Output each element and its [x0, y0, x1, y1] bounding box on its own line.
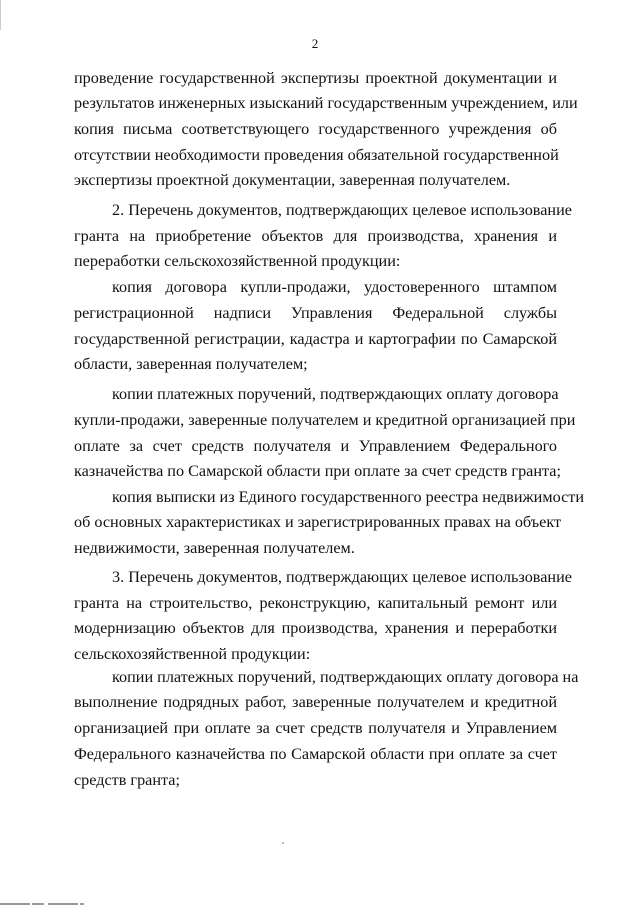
- paragraph-5-first-line: копия выписки из Единого государственного реестра недвижимости: [112, 488, 584, 506]
- scan-edge: [0, 0, 1, 30]
- paragraph-line: казначейства по Самарской области при оплате за счет средств гранта;: [74, 462, 561, 480]
- paragraph-line: выполнение подрядных работ, заверенные получателем и кредитной: [74, 693, 557, 711]
- paragraph-line: модернизацию объектов для производства, хранения и переработки: [74, 619, 557, 637]
- paragraph-line: Федерального казначейства по Самарской области при оплате за счет: [74, 745, 557, 763]
- paragraph-line: оплате за счет средств получателя и Управлением Федерального: [74, 437, 557, 455]
- paragraph-line: организацией при оплате за счет средств получателя и Управлением: [74, 719, 557, 737]
- paragraph-line: средств гранта;: [74, 771, 180, 789]
- paragraph-line: экспертизы проектной документации, заверенная получателем.: [74, 171, 511, 189]
- paragraph-line: недвижимости, заверенная получателем.: [74, 539, 355, 557]
- scan-speck: [282, 842, 284, 844]
- paragraph-1-first-line: проведение государственной экспертизы проектной документации и: [74, 69, 557, 87]
- paragraph-line: результатов инженерных изысканий государственным учреждением, или: [74, 94, 578, 112]
- paragraph-line: отсутствии необходимости проведения обязательной государственной: [74, 146, 559, 164]
- paragraph-line: переработки сельскохозяйственной продукции:: [74, 252, 401, 270]
- paragraph-2-first-line: 2. Перечень документов, подтверждающих целевое использование: [112, 201, 572, 219]
- paragraph-line: об основных характеристиках и зарегистрированных правах на объект: [74, 513, 562, 531]
- paragraph-7-first-line: копии платежных поручений, подтверждающих оплату договора на: [112, 668, 579, 686]
- paragraph-6-first-line: 3. Перечень документов, подтверждающих целевое использование: [112, 568, 572, 586]
- paragraph-line: гранта на строительство, реконструкцию, капитальный ремонт или: [74, 594, 557, 612]
- paragraph-3-first-line: копия договора купли-продажи, удостоверенного штампом: [112, 278, 557, 296]
- page-number: 2: [311, 36, 319, 51]
- paragraph-line: области, заверенная получателем;: [74, 355, 308, 373]
- paragraph-4-first-line: копии платежных поручений, подтверждающих оплату договора: [112, 385, 559, 403]
- paragraph-line: гранта на приобретение объектов для производства, хранения и: [74, 227, 557, 245]
- paragraph-line: купли-продажи, заверенные получателем и кредитной организацией при: [74, 411, 576, 429]
- paragraph-line: государственной регистрации, кадастра и картографии по Самарской: [74, 330, 557, 348]
- paragraph-line: регистрационной надписи Управления Федеральной службы: [74, 304, 557, 322]
- paragraph-line: сельскохозяйственной продукции:: [74, 645, 311, 663]
- paragraph-line: копия письма соответствующего государственного учреждения об: [74, 120, 557, 138]
